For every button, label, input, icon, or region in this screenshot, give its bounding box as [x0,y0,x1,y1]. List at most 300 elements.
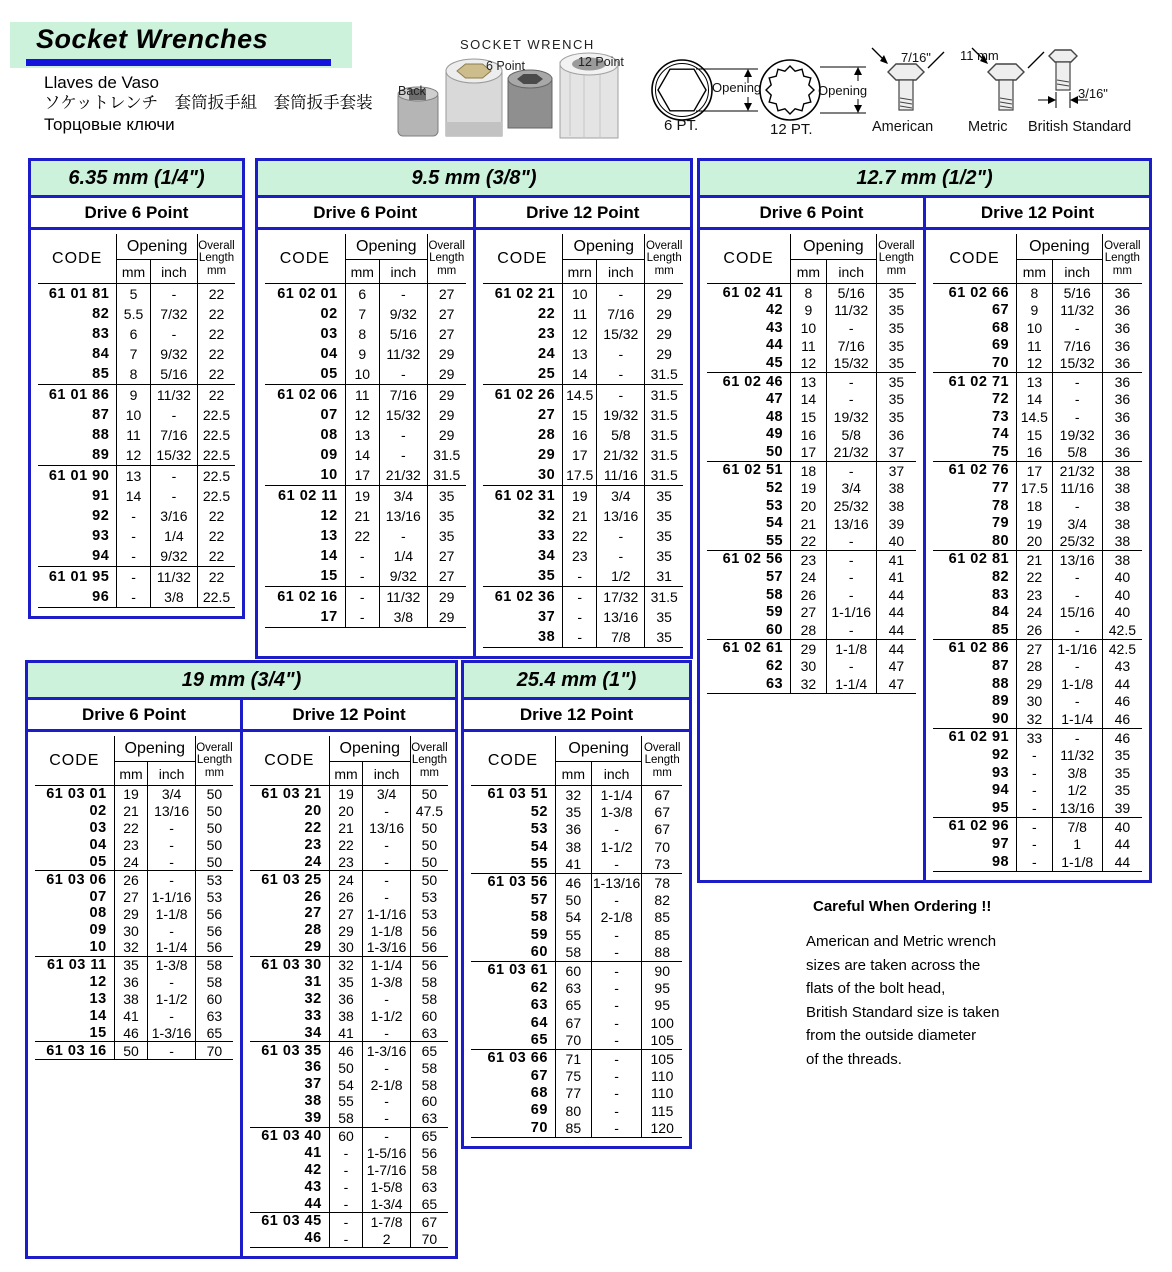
code-cell: 69 [933,337,1017,355]
overall-length-cell: 41 [876,550,916,568]
spec-row [250,820,448,837]
spec-row [483,587,684,608]
spec-grid [933,234,1142,872]
code-cell: 92 [933,746,1017,764]
opening-inch-cell: 13/16 [379,506,427,526]
opening-mm-cell: 19 [345,486,379,507]
overall-length-cell: 56 [421,939,438,956]
spec-row [38,425,235,445]
opening-header: Opening [555,736,641,762]
photo-label-12point: 12 Point [578,55,624,69]
overall-length-cell: 31 [656,568,672,584]
code-cell: 41 [250,1145,329,1162]
overall-length-cell: 36 [1114,355,1131,372]
overall-length-cell: 40 [1114,604,1131,621]
opening-mm-cell: 50 [329,1059,363,1076]
opening-inch-cell: - [591,961,642,979]
title-banner [10,22,352,68]
overall-length-cell: 29 [427,607,465,628]
code-cell: 83 [933,586,1017,604]
opening-inch-cell: 1-1/2 [148,991,196,1008]
drive-label: Drive 12 Point [243,700,455,732]
spec-row [35,922,233,939]
overall-length-cell: 22 [198,567,235,588]
opening-mm-cell: 46 [114,1024,148,1041]
subtitle-russian: Торцовые ключи [44,115,175,134]
opening-mm-cell: 18 [791,461,827,479]
opening-mm-cell: - [329,1195,363,1212]
spec-row [483,627,684,648]
opening-header: Opening [1017,234,1103,260]
opening-inch-cell: 1-1/4 [148,939,196,956]
drive-section [464,700,689,1146]
opening-inch-cell: 13/16 [597,506,645,526]
overall-length-cell: 67 [410,1213,448,1230]
overall-length-cell: 31.5 [650,366,678,382]
table-title: 19 mm (3/4") [28,663,455,700]
code-cell: 61 03 66 [471,1049,555,1067]
overall-length-cell: 65 [206,1024,223,1041]
spec-row [471,1014,682,1031]
code-cell: 38 [250,1093,329,1110]
inch-header: inch [379,260,427,284]
opening-inch-cell: - [597,344,645,364]
spec-row [265,284,466,305]
spec-row [707,639,916,657]
opening-inch-cell: 11/32 [826,302,876,320]
spec-row [250,1059,448,1076]
spec-grid [471,736,682,1138]
american-bolt-shaft [899,80,913,110]
spec-row [933,426,1142,444]
spec-row [471,1067,682,1084]
drive-section [700,198,923,880]
opening-inch-cell: 11/32 [1052,302,1102,320]
overall-length-cell: 37 [888,444,905,461]
overall-length-cell: 27 [438,568,455,584]
spec-row [933,853,1142,871]
spec-row [933,569,1142,587]
opening-inch-cell: 7/8 [597,627,645,648]
opening-inch-cell: 1-13/16 [592,874,641,891]
opening-inch-cell: 9/32 [379,304,427,324]
opening-mm-cell: 60 [329,1127,363,1144]
opening-mm-cell: 85 [555,1119,591,1137]
code-cell: 77 [933,480,1017,498]
dim-arrow-down [854,105,862,113]
spec-row [707,480,916,498]
spec-row [933,710,1142,728]
opening-mm-cell: 19 [791,480,827,498]
opening-inch-cell: 11/16 [1052,480,1102,498]
opening-inch-cell: - [379,364,427,385]
drive-section [473,198,691,656]
spec-row [35,1024,233,1041]
code-cell: 08 [35,905,114,922]
opening-mm-cell: 22 [563,526,597,546]
opening-inch-cell: - [148,854,196,871]
opening-mm-cell: 11 [1017,337,1053,355]
opening-mm-cell: 20 [1017,532,1053,550]
opening-mm-cell: - [117,506,150,526]
opening-inch-cell: 2-1/8 [363,1076,411,1093]
opening-mm-cell: 21 [329,820,363,837]
overall-length-cell: 35 [1114,782,1131,799]
opening-inch-cell: 5/16 [1052,284,1102,302]
overall-length-cell: 46 [1102,728,1142,746]
overall-length-cell: 53 [421,905,438,922]
code-cell: 61 03 01 [35,786,114,803]
overall-length-cell: 40 [888,533,905,550]
code-header: CODE [471,736,555,786]
opening-inch-cell: 9/32 [150,546,197,567]
code-cell: 57 [707,569,791,587]
spec-row [265,587,466,608]
opening-inch-cell: 25/32 [826,497,876,515]
code-cell: 33 [483,526,563,546]
spec-row [933,480,1142,498]
overall-length-cell: 36 [888,426,905,443]
overall-length-cell: 36 [1114,444,1131,461]
opening-mm-cell: 22 [345,526,379,546]
opening-mm-cell: 46 [329,1042,363,1059]
spec-row [250,1162,448,1179]
opening-inch-cell: - [1052,728,1102,746]
opening-inch-cell: - [363,991,411,1008]
spec-row [250,1024,448,1041]
overall-length-cell: 56 [206,905,223,922]
spec-row [38,344,235,364]
spec-row [250,854,448,871]
overall-length-cell: 40 [1114,569,1131,586]
opening-mm-cell: 54 [329,1076,363,1093]
spec-row [933,337,1142,355]
opening-mm-cell: 29 [114,905,148,922]
opening-mm-cell: 33 [1017,728,1053,746]
opening-mm-cell: - [1017,746,1053,764]
overall-length-cell: 36 [1114,391,1131,408]
opening-mm-cell: 24 [1017,604,1053,622]
opening-inch-cell: - [363,854,411,871]
code-cell: 60 [471,944,555,962]
spec-row [483,465,684,486]
code-cell: 04 [265,344,345,364]
opening-mm-cell: 21 [563,506,597,526]
opening-mm-cell: 24 [329,871,363,888]
opening-inch-cell: 15/32 [1052,354,1102,372]
code-cell: 93 [933,764,1017,782]
opening-inch-cell: - [591,1102,642,1119]
opening-inch-cell: - [148,922,196,939]
opening-mm-cell: 35 [114,956,148,973]
opening-mm-cell: 14 [791,391,827,409]
code-cell: 26 [250,888,329,905]
opening-inch-cell: 7/8 [1052,817,1102,835]
opening-inch-cell: - [597,364,645,385]
overall-length-cell: 35 [656,528,672,544]
overall-length-cell: 41 [888,569,905,586]
opening-inch-cell: 3/16 [150,506,197,526]
spec-row [471,1119,682,1137]
six-point-inner-circle [656,64,709,117]
opening-mm-cell: 8 [117,364,150,385]
code-cell: 61 02 16 [265,587,345,608]
opening-header: Opening [791,234,877,260]
code-cell: 58 [471,909,555,926]
opening-inch-cell: 13/16 [826,515,876,533]
overall-length-header: Overall Length mm [1102,234,1142,284]
opening-inch-cell: - [363,1059,411,1076]
spec-row [933,657,1142,675]
drive-section [258,198,473,656]
overall-length-cell: 35 [888,302,905,319]
inch-header: inch [826,260,876,284]
spec-row [707,532,916,550]
note-line: of the threads. [806,1050,902,1068]
opening-mm-cell: 9 [791,302,827,320]
opening-inch-cell: - [379,284,427,305]
code-cell: 15 [265,566,345,587]
opening-inch-cell: 7/32 [150,304,197,324]
overall-length-cell: 35 [876,372,916,390]
code-cell: 42 [250,1162,329,1179]
opening-mm-cell: 22 [329,837,363,854]
opening-inch-cell: - [826,550,876,568]
spec-row [471,909,682,926]
opening-inch-cell: 19/32 [1052,426,1102,444]
code-cell: 82 [933,569,1017,587]
spec-row [38,324,235,344]
opening-inch-cell: - [363,803,411,820]
opening-mm-cell: 22 [791,532,827,550]
opening-mm-cell: 32 [114,939,148,956]
spec-row [471,997,682,1014]
code-header: CODE [265,234,345,284]
spec-row [483,546,684,566]
code-cell: 04 [35,837,114,854]
overall-length-cell: 46 [1114,693,1131,710]
overall-length-cell: 100 [650,1014,674,1031]
opening-inch-cell: - [148,1008,196,1025]
code-cell: 30 [483,465,563,486]
overall-length-cell: 38 [888,480,905,497]
overall-length-cell: 88 [654,944,670,961]
opening-mm-cell: 29 [329,922,363,939]
opening-inch-cell: - [826,621,876,639]
code-cell: 91 [38,486,117,506]
metric-label: Metric [968,119,1008,135]
opening-inch-cell: 15/32 [597,324,645,344]
code-header: CODE [707,234,791,284]
opening-mm-cell: 12 [1017,354,1053,372]
opening-mm-cell: 19 [563,486,597,507]
code-cell: 61 03 30 [250,956,329,973]
opening-mm-cell: 21 [114,803,148,820]
code-cell: 88 [38,425,117,445]
opening-inch-cell: 1-1/8 [826,639,876,657]
spec-row [707,354,916,372]
opening-mm-cell: - [1017,817,1053,835]
code-cell: 61 03 40 [250,1127,329,1144]
code-cell: 78 [933,497,1017,515]
opening-inch-cell: 15/32 [150,445,197,466]
opening-mm-cell: 16 [791,426,827,444]
opening-inch-cell: 13/16 [1052,550,1102,568]
overall-length-cell: 22.5 [198,466,235,487]
opening-mm-cell: 13 [791,372,827,390]
overall-length-cell: 78 [642,873,682,891]
overall-length-cell: 60 [421,1093,438,1110]
note-heading: Careful When Ordering !! [813,898,992,915]
spec-row [483,607,684,627]
opening-inch-cell: 1/2 [597,566,645,587]
opening-mm-cell: 11 [563,304,597,324]
spec-row [265,425,466,445]
overall-length-cell: 50 [421,854,438,870]
note-line: British Standard size is taken [806,1003,1000,1021]
opening-inch-cell: - [1052,693,1102,711]
spec-row [933,799,1142,817]
opening-mm-cell: 20 [791,497,827,515]
opening-inch-cell: 11/32 [379,587,427,608]
overall-length-cell: 53 [421,888,438,905]
overall-length-cell: 36 [1114,302,1131,319]
spec-row [707,569,916,587]
opening-inch-cell: 1-1/16 [1052,639,1102,657]
code-cell: 61 02 76 [933,461,1017,479]
code-cell: 94 [933,782,1017,800]
opening-mm-cell: 30 [114,922,148,939]
opening-mm-cell: 60 [555,961,591,979]
code-cell: 52 [471,803,555,820]
overall-length-cell: 56 [410,956,448,973]
opening-inch-cell: - [379,445,427,465]
note-body [806,930,1056,1071]
opening-mm-cell: 23 [563,546,597,566]
table-6-35mm [28,158,245,619]
code-cell: 22 [483,304,563,324]
inch-header: inch [1052,260,1102,284]
opening-mm-cell: 15 [791,408,827,426]
opening-inch-cell: 3/4 [148,786,196,803]
code-cell: 33 [250,1008,329,1025]
code-cell: 39 [250,1110,329,1127]
opening-label-6pt: Opening [712,80,762,95]
code-cell: 37 [483,607,563,627]
code-cell: 61 02 96 [933,817,1017,835]
code-cell: 61 02 21 [483,284,563,305]
code-cell: 54 [471,838,555,855]
drive-section [240,700,455,1256]
code-header: CODE [35,736,114,786]
page-title: Socket Wrenches [36,24,269,54]
code-cell: 70 [933,354,1017,372]
note-line: sizes are taken across the [806,956,981,974]
opening-mm-cell: 10 [117,405,150,425]
overall-length-cell: 70 [410,1230,448,1247]
spec-row [265,506,466,526]
opening-mm-cell: 8 [791,284,827,302]
opening-mm-cell: - [1017,835,1053,853]
overall-length-cell: 38 [1114,533,1131,550]
opening-mm-cell: 30 [329,939,363,956]
opening-mm-cell: 23 [329,854,363,871]
code-cell: 29 [250,939,329,956]
spec-row [38,364,235,385]
opening-inch-cell: 1-5/8 [363,1178,411,1195]
overall-length-cell: 58 [421,974,438,991]
overall-length-cell: 110 [651,1085,674,1102]
table-19mm [25,660,458,1259]
opening-inch-cell: 1-1/2 [591,838,642,855]
overall-length-cell: 47.5 [415,803,444,820]
spec-row [707,319,916,337]
overall-length-cell: 22.5 [202,488,231,504]
code-cell: 44 [707,337,791,355]
code-cell: 61 03 45 [250,1213,329,1230]
code-cell: 70 [471,1119,555,1137]
spec-row [250,922,448,939]
opening-mm-cell: - [345,566,379,587]
opening-inch-cell: 5/16 [826,284,876,302]
table-title: 12.7 mm (1/2") [700,161,1149,198]
overall-length-cell: 53 [195,871,233,888]
opening-inch-cell: - [1052,621,1102,639]
opening-mm-cell: 22 [1017,569,1053,587]
opening-inch-cell: 7/16 [597,304,645,324]
code-cell: 10 [35,939,114,956]
spec-row [933,408,1142,426]
opening-inch-cell: 1-1/2 [363,1008,411,1025]
opening-mm-cell: 50 [555,891,591,908]
overall-length-cell: 65 [410,1042,448,1059]
code-cell: 27 [250,905,329,922]
spec-row [38,445,235,466]
overall-length-cell: 31.5 [433,447,461,463]
opening-inch-cell: 1-7/8 [363,1213,411,1230]
code-cell: 97 [933,835,1017,853]
opening-inch-cell: 7/16 [150,425,197,445]
opening-mm-cell: 32 [555,786,591,804]
overall-length-header: Overall Length mm [645,234,683,284]
code-cell: 61 01 81 [38,284,117,305]
overall-length-cell: 63 [206,1008,223,1025]
note-line: from the outside diameter [806,1027,977,1044]
spec-row [933,586,1142,604]
code-cell: 28 [250,922,329,939]
spec-row [471,979,682,996]
spec-row [933,354,1142,372]
overall-length-cell: 105 [650,1032,674,1049]
opening-inch-cell: - [148,871,196,888]
opening-inch-cell: 3/8 [1052,764,1102,782]
drive-section [923,198,1149,880]
overall-length-cell: 38 [1114,480,1131,497]
dim-arrow-down [744,103,752,111]
code-cell: 09 [35,922,114,939]
opening-inch-cell: 15/32 [379,405,427,425]
opening-mm-cell: 46 [555,873,591,891]
overall-length-header: Overall Length mm [410,736,448,786]
opening-mm-cell: 58 [329,1110,363,1127]
spec-grid [250,736,448,1248]
spec-row [933,302,1142,320]
code-cell: 59 [707,604,791,622]
opening-inch-cell: - [1052,391,1102,409]
code-cell: 61 03 25 [250,871,329,888]
overall-length-cell: 43 [1114,658,1131,675]
subtitle-japanese-chinese: ソケットレンチ 套筒扳手組 套筒扳手套装 [44,94,373,112]
